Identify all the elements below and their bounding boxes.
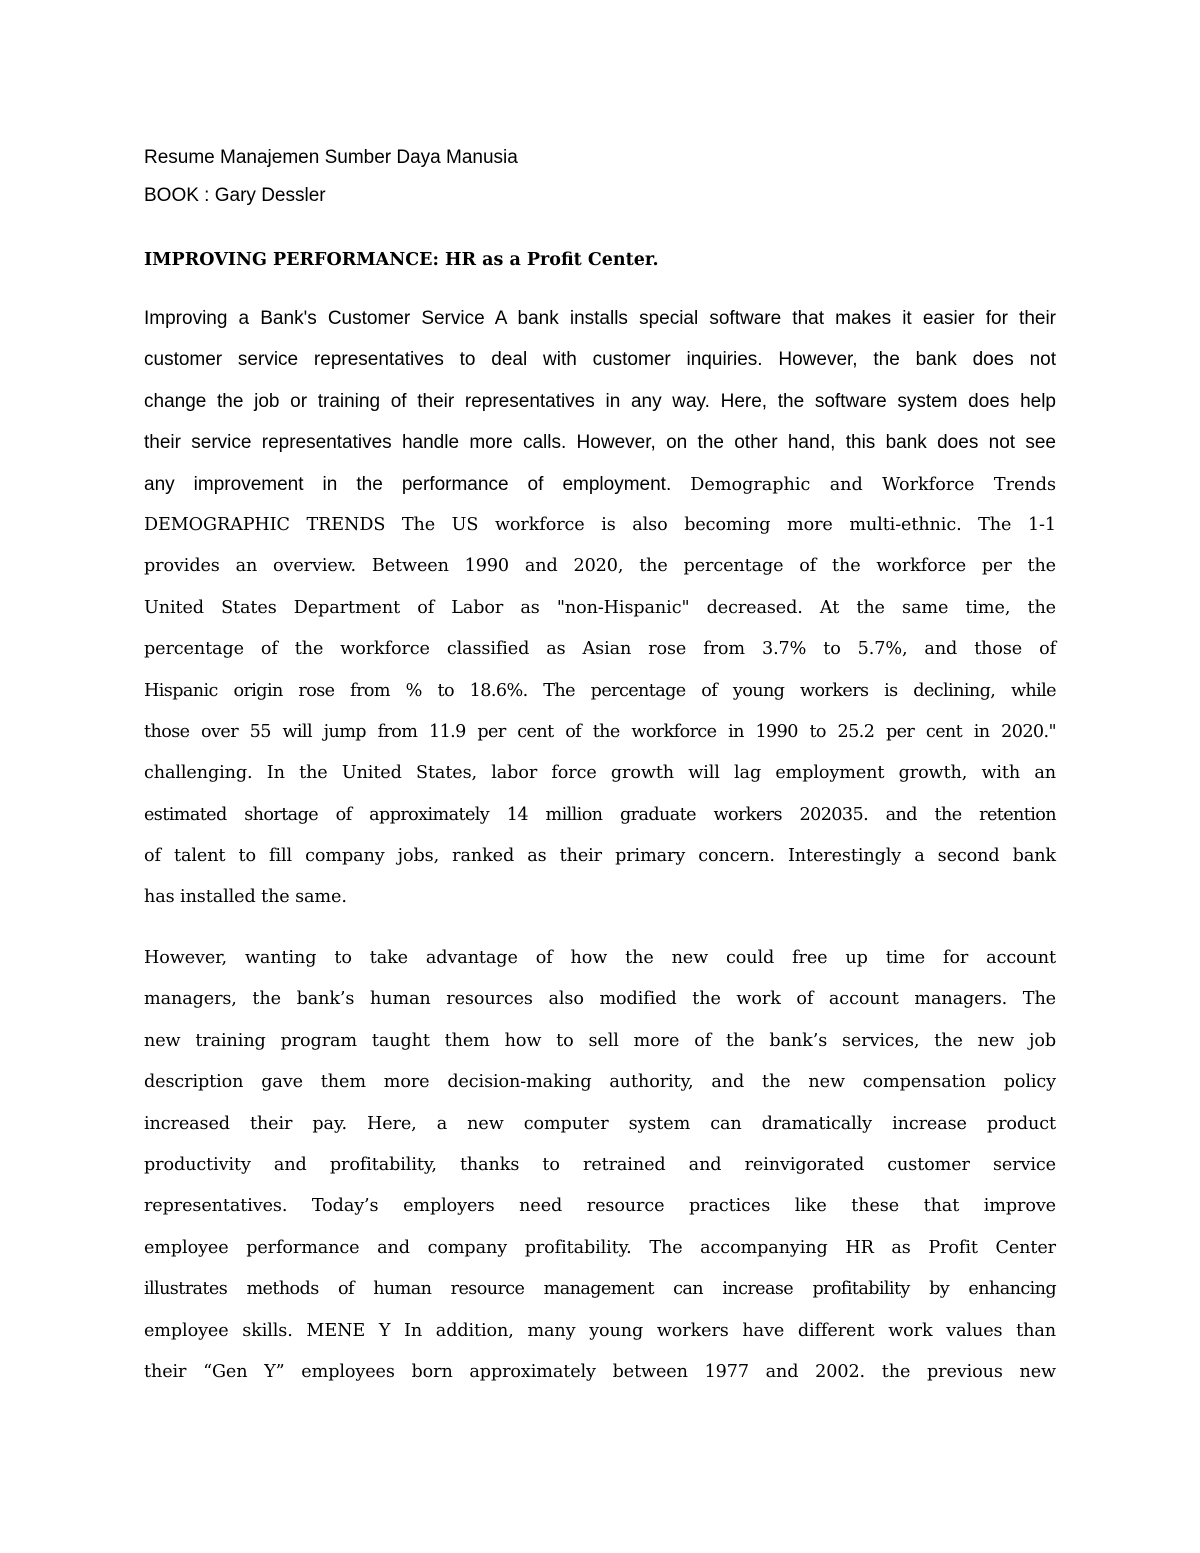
- paragraph-2-line: productivity and profitability, thanks to retrained and reinvigorated customer service: [144, 1154, 1056, 1175]
- paragraph-1-line: DEMOGRAPHIC TRENDS The US workforce is also becoming more multi-ethnic. The 1-1: [144, 514, 1056, 535]
- paragraph-1-line: their service representatives handle more calls. However, on the other hand, this bank does not see: [144, 432, 1056, 454]
- paragraph-1-line-mixed: [144, 464, 1056, 505]
- paragraph-1-line: customer service representatives to deal with customer inquiries. However, the bank does not: [144, 349, 1056, 371]
- paragraph-1-line: estimated shortage of approximately 14 million graduate workers 202035. and the retention: [144, 804, 1056, 825]
- paragraph-1-line: those over 55 will jump from 11.9 per cent of the workforce in 1990 to 25.2 per cent in 2020.": [144, 721, 1056, 742]
- paragraph-1-line: Improving a Bank's Customer Service A bank installs special software that makes it easier for their: [144, 308, 1056, 329]
- paragraph-1-line: change the job or training of their representatives in any way. Here, the software system does help: [144, 390, 1056, 412]
- paragraph-1: [144, 298, 1056, 919]
- paragraph-2-line: employee performance and company profitability. The accompanying HR as Profit Center: [144, 1237, 1056, 1258]
- paragraph-2-line: description gave them more decision-making authority, and the new compensation policy: [144, 1072, 1056, 1093]
- paragraph-2-line: representatives. Today’s employers need resource practices like these that improve: [144, 1196, 1056, 1217]
- paragraph-1-line: percentage of the workforce classified as Asian rose from 3.7% to 5.7%, and those of: [144, 639, 1056, 660]
- paragraph-2-line: increased their pay. Here, a new computer system can dramatically increase product: [144, 1113, 1056, 1134]
- paragraph-2-line: illustrates methods of human resource management can increase profitability by enhancing: [144, 1279, 1056, 1300]
- paragraph-1-line: of talent to fill company jobs, ranked as their primary concern. Interestingly a second bank: [144, 846, 1056, 867]
- paragraph-1-line: has installed the same.: [144, 887, 347, 908]
- book-author: BOOK : Gary Dessler: [144, 185, 326, 206]
- paragraph-1-line: challenging. In the United States, labor force growth will lag employment growth, with an: [144, 763, 1056, 784]
- document-title: Resume Manajemen Sumber Daya Manusia: [144, 147, 518, 168]
- paragraph-2-line: new training program taught them how to sell more of the bank’s services, the new job: [144, 1030, 1056, 1051]
- paragraph-1-line: provides an overview. Between 1990 and 2020, the percentage of the workforce per the: [144, 556, 1056, 577]
- paragraph-2: [144, 938, 1056, 1393]
- section-title: IMPROVING PERFORMANCE: HR as a Profit Center.: [144, 250, 659, 270]
- paragraph-1-line-part: any improvement in the performance of employment.: [144, 473, 672, 495]
- paragraph-1-line: Hispanic origin rose from % to 18.6%. The percentage of young workers is declining, while: [144, 680, 1056, 701]
- paragraph-1-line: United States Department of Labor as "non-Hispanic" decreased. At the same time, the: [144, 597, 1056, 618]
- paragraph-2-line: their “Gen Y” employees born approximately between 1977 and 2002. the previous new: [144, 1361, 1056, 1382]
- paragraph-2-line: employee skills. MENE Y In addition, many young workers have different work values than: [144, 1320, 1056, 1341]
- paragraph-2-line: managers, the bank’s human resources also modified the work of account managers. The: [144, 989, 1056, 1010]
- paragraph-2-line: However, wanting to take advantage of how the new could free up time for account: [144, 948, 1056, 968]
- paragraph-1-line-part: Demographic and Workforce Trends: [690, 474, 1057, 495]
